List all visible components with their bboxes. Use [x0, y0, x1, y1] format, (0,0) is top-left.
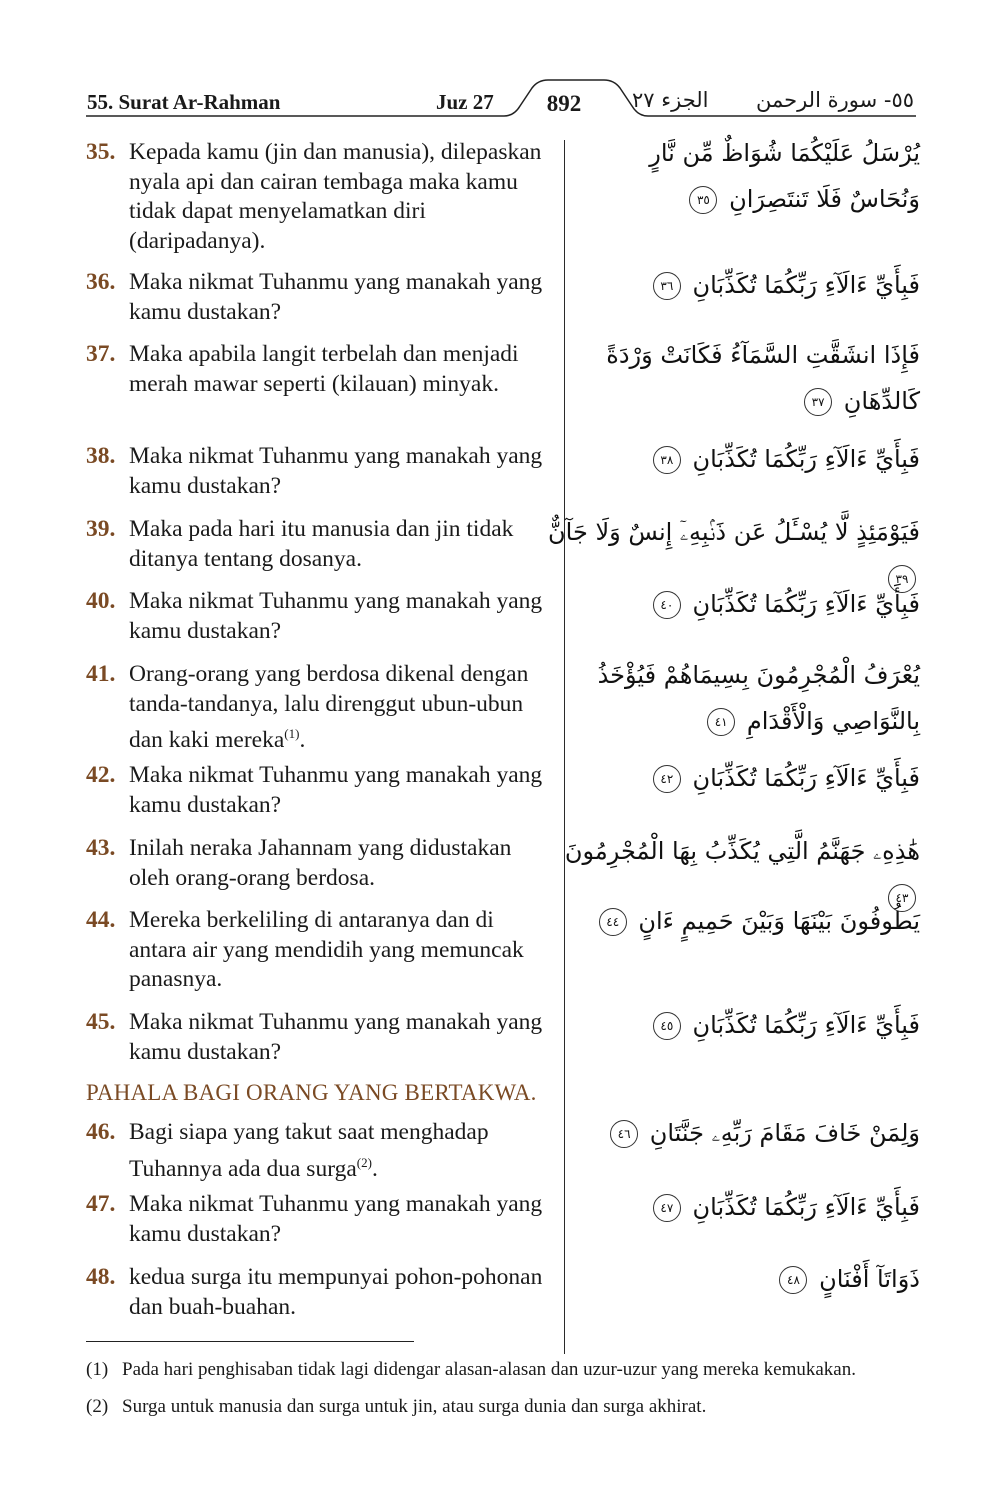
- verse-45: [86, 1008, 556, 1067]
- verse-translation: Maka nikmat Tuhanmu yang manakah yang kamu dustakan?: [129, 588, 543, 644]
- ayah-end-marker: ٣٨: [653, 446, 681, 474]
- verse-number: 46.: [86, 1119, 116, 1145]
- footnote-1: [86, 1358, 926, 1382]
- footnote-text: Surga untuk manusia dan surga untuk jin, atau surga dunia dan surga akhirat.: [122, 1396, 707, 1417]
- arabic-text: يُعْرَفُ الْمُجْرِمُونَ بِسِيمَاهُمْ فَيُؤْخَذُ بِالنَّوَاصِي وَالْأَقْدَامِ: [597, 661, 920, 735]
- juz-label-latin: Juz 27: [436, 90, 494, 114]
- verse-arabic-41: [580, 652, 920, 744]
- verse-number: 38.: [86, 443, 116, 469]
- arabic-text: فَإِذَا انشَقَّتِ السَّمَآءُ فَكَانَتْ وَرْدَةً كَالدِّهَانِ: [606, 341, 920, 415]
- verse-arabic-40: [580, 581, 920, 627]
- translation-text: Orang-orang yang berdosa dikenal dengan tanda-tandanya, lalu direnggut ubun-ubun dan kaki mereka: [129, 661, 529, 753]
- verse-47: [86, 1190, 556, 1249]
- ayah-end-marker: ٤٥: [653, 1012, 681, 1040]
- footnote-number: (2): [86, 1396, 109, 1417]
- verse-arabic-48: [580, 1256, 920, 1302]
- verse-translation: kedua surga itu mempunyai pohon-pohonan dan buah-buahan.: [129, 1264, 543, 1320]
- ayah-end-marker: ٣٩: [888, 565, 916, 593]
- ayah-end-marker: ٤٨: [779, 1266, 807, 1294]
- verse-number: 37.: [86, 341, 116, 367]
- verse-number: 48.: [86, 1264, 116, 1290]
- verse-arabic-37: [580, 332, 920, 424]
- verse-number: 44.: [86, 907, 116, 933]
- arabic-text: يَطُوفُونَ بَيْنَهَا وَبَيْنَ حَمِيمٍ ءَانٍ: [638, 907, 920, 935]
- ayah-end-marker: ٤٢: [653, 765, 681, 793]
- surah-title-arabic: ٥٥- سورة الرحمن: [755, 88, 914, 112]
- section-heading: PAHALA BAGI ORANG YANG BERTAKWA.: [86, 1080, 537, 1105]
- verse-number: 45.: [86, 1009, 116, 1035]
- arabic-text: فَبِأَيِّ ءَالَآءِ رَبِّكُمَا تُكَذِّبَانِ: [692, 1011, 920, 1039]
- verse-translation: Maka nikmat Tuhanmu yang manakah yang kamu dustakan?: [129, 762, 543, 818]
- verse-43: [86, 834, 556, 893]
- arabic-text: فَبِأَيِّ ءَالَآءِ رَبِّكُمَا تُكَذِّبَانِ: [692, 590, 920, 618]
- verse-42: [86, 761, 556, 820]
- footnote-number: (1): [86, 1359, 109, 1380]
- translation-end: .: [371, 1155, 378, 1182]
- arabic-text: ذَوَاتَآ أَفْنَانٍ: [819, 1265, 920, 1293]
- page-number: 892: [546, 91, 582, 116]
- verse-translation: Maka pada hari itu manusia dan jin tidak ditanya tentang dosanya.: [129, 516, 514, 572]
- juz-label-arabic: الجزء ٢٧: [632, 88, 709, 112]
- verse-translation: Kepada kamu (jin dan manusia), dilepaskan nyala api dan cairan tembaga maka kamu tidak dapat menyelamatkan diri (daripadanya).: [129, 139, 542, 254]
- verse-46: [86, 1118, 556, 1184]
- verse-44: [86, 906, 556, 995]
- page-header: [0, 0, 1000, 130]
- footnote-ref: (1): [284, 726, 300, 741]
- verse-number: 43.: [86, 835, 116, 861]
- verse-number: 40.: [86, 588, 116, 614]
- arabic-text: هَٰذِهِۦ جَهَنَّمُ الَّتِي يُكَذِّبُ بِهَا الْمُجْرِمُونَ: [564, 837, 920, 865]
- verse-48: [86, 1263, 556, 1322]
- verse-number: 41.: [86, 661, 116, 687]
- verse-translation: Maka nikmat Tuhanmu yang manakah yang kamu dustakan?: [129, 1191, 543, 1247]
- verse-translation: Maka nikmat Tuhanmu yang manakah yang kamu dustakan?: [129, 443, 543, 499]
- verse-number: 36.: [86, 269, 116, 295]
- ayah-end-marker: ٣٥: [689, 186, 717, 214]
- ayah-end-marker: ٤٧: [653, 1194, 681, 1222]
- verse-arabic-46: [580, 1110, 920, 1156]
- verse-translation: Maka apabila langit terbelah dan menjadi merah mawar seperti (kilauan) minyak.: [129, 341, 519, 397]
- verse-37: [86, 340, 556, 399]
- verse-arabic-45: [580, 1002, 920, 1048]
- verse-39: [86, 515, 556, 574]
- arabic-text: يُرْسَلُ عَلَيْكُمَا شُوَاظٌ مِّن نَّارٍ وَنُحَاسٌ فَلَا تَنتَصِرَانِ: [649, 139, 920, 213]
- verse-translation: Mereka berkeliling di antaranya dan di antara air yang mendidih yang memuncak panasnya.: [129, 907, 524, 992]
- verse-number: 39.: [86, 516, 116, 542]
- translation-text: Bagi siapa yang takut saat menghadap Tuhannya ada dua surga: [129, 1119, 489, 1182]
- ayah-end-marker: ٣٧: [804, 388, 832, 416]
- arabic-text: فَبِأَيِّ ءَالَآءِ رَبِّكُمَا تُكَذِّبَانِ: [692, 271, 920, 299]
- verse-arabic-44: [580, 898, 920, 944]
- translation-end: .: [299, 726, 306, 753]
- column-divider: [564, 140, 565, 1354]
- footnote-2: [86, 1395, 926, 1419]
- footnote-text: Pada hari penghisaban tidak lagi didengar alasan-alasan dan uzur-uzur yang mereka kemukakan.: [122, 1359, 856, 1380]
- verse-36: [86, 268, 556, 327]
- verse-number: 47.: [86, 1191, 116, 1217]
- ayah-end-marker: ٣٦: [653, 272, 681, 300]
- verse-number: 35.: [86, 139, 116, 165]
- ayah-end-marker: ٤١: [707, 708, 735, 736]
- verse-number: 42.: [86, 762, 116, 788]
- arabic-text: فَيَوْمَئِذٍ لَّا يُسْـَٔلُ عَن ذَنۢبِهِۦٓ إِنسٌ وَلَا جَآنٌّ: [548, 518, 920, 546]
- verse-38: [86, 442, 556, 501]
- ayah-end-marker: ٤٣: [888, 884, 916, 912]
- verse-35: [86, 138, 556, 256]
- arabic-text: فَبِأَيِّ ءَالَآءِ رَبِّكُمَا تُكَذِّبَانِ: [692, 445, 920, 473]
- verse-arabic-36: [580, 262, 920, 308]
- verse-translation: [129, 1118, 556, 1184]
- arabic-text: فَبِأَيِّ ءَالَآءِ رَبِّكُمَا تُكَذِّبَانِ: [692, 764, 920, 792]
- verse-40: [86, 587, 556, 646]
- verse-arabic-42: [580, 755, 920, 801]
- footnote-ref: (2): [356, 1154, 372, 1170]
- verse-41: [86, 660, 556, 755]
- verse-translation: Inilah neraka Jahannam yang didustakan oleh orang-orang berdosa.: [129, 835, 512, 891]
- verse-translation: [129, 660, 556, 755]
- surah-title-latin: 55. Surat Ar-Rahman: [87, 90, 281, 114]
- verse-translation: Maka nikmat Tuhanmu yang manakah yang kamu dustakan?: [129, 1009, 543, 1065]
- arabic-text: وَلِمَنْ خَافَ مَقَامَ رَبِّهِۦ جَنَّتَانِ: [649, 1119, 920, 1147]
- verse-arabic-35: [580, 130, 920, 222]
- verse-translation: Maka nikmat Tuhanmu yang manakah yang kamu dustakan?: [129, 269, 543, 325]
- footnote-rule: [86, 1341, 414, 1342]
- verse-arabic-38: [580, 436, 920, 482]
- verse-arabic-47: [580, 1184, 920, 1230]
- arabic-text: فَبِأَيِّ ءَالَآءِ رَبِّكُمَا تُكَذِّبَانِ: [692, 1193, 920, 1221]
- ayah-end-marker: ٤٠: [653, 591, 681, 619]
- ayah-end-marker: ٤٦: [610, 1120, 638, 1148]
- ayah-end-marker: ٤٤: [599, 908, 627, 936]
